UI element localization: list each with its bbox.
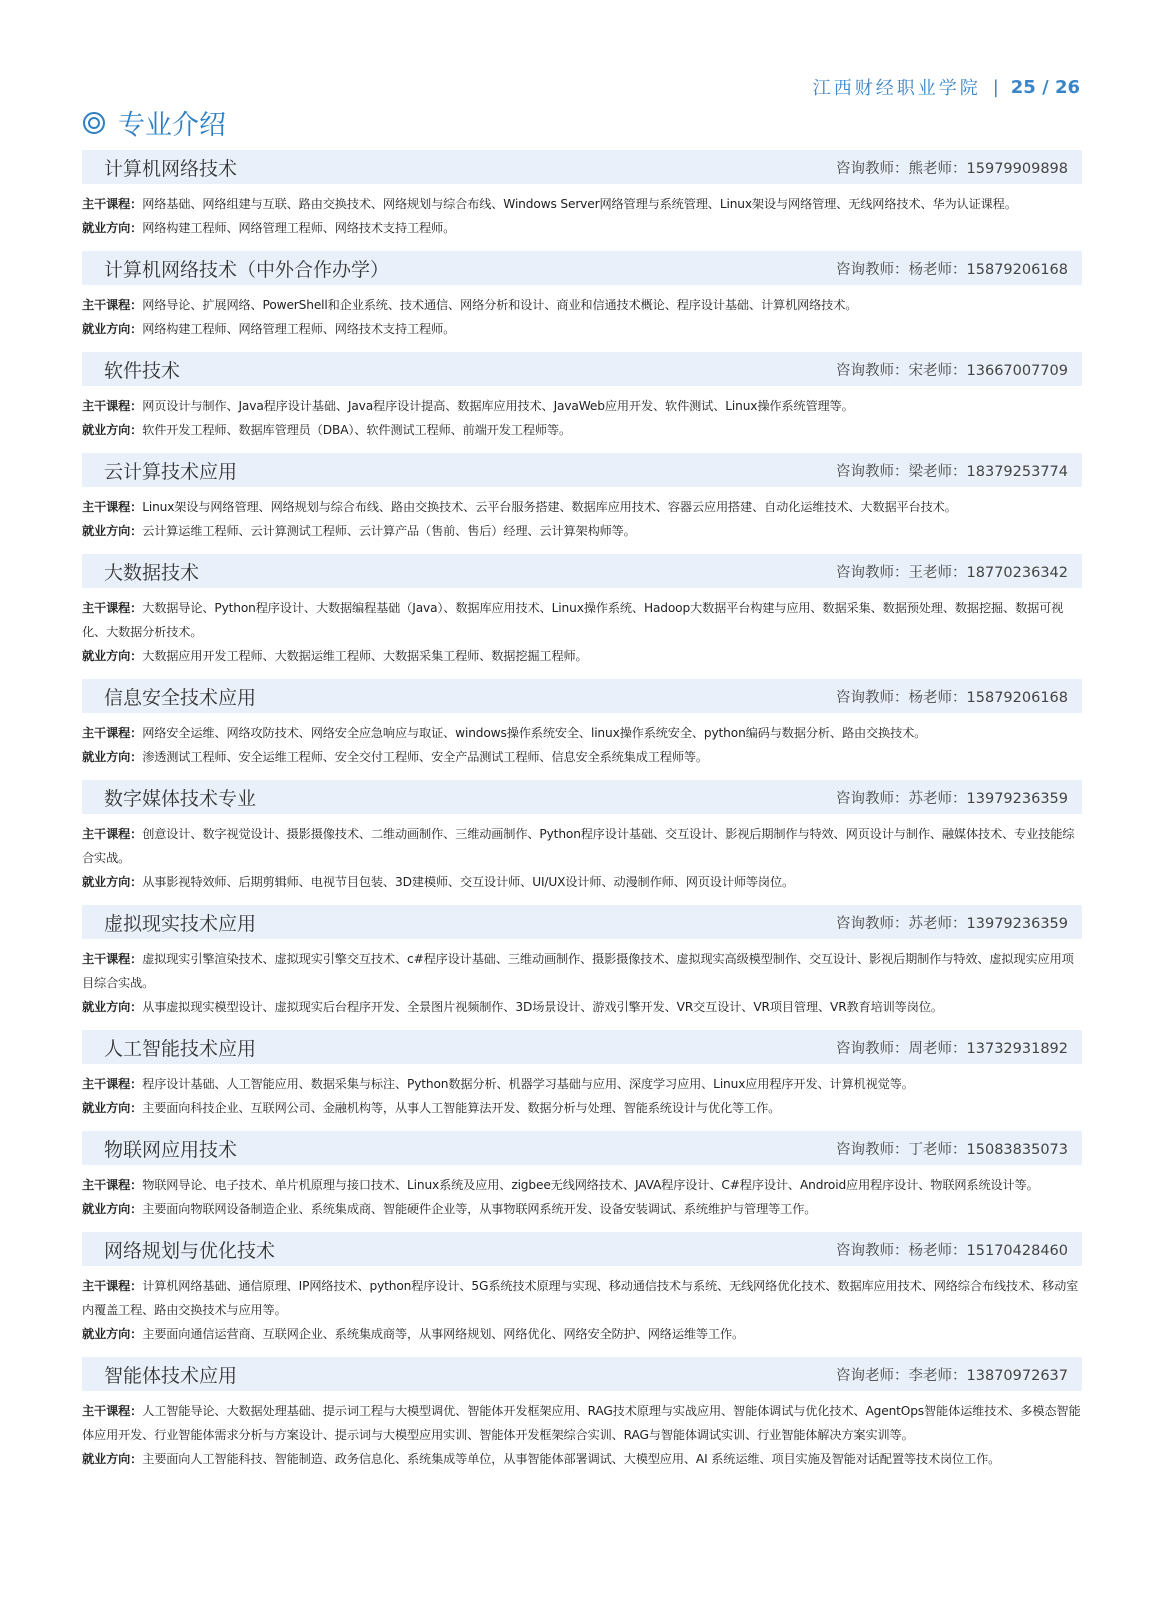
courses-text: 物联网导论、电子技术、单片机原理与接口技术、Linux系统及应用、zigbee无线网络技术、JAVA程序设计、C#程序设计、Android应用程序设计、物联网系统设计等。	[142, 1178, 1039, 1192]
major-header-bar	[82, 1232, 1082, 1266]
courses-text: 虚拟现实引擎渲染技术、虚拟现实引擎交互技术、c#程序设计基础、三维动画制作、摄影摄像技术、虚拟现实高级模型制作、交互设计、影视后期制作与特效、虚拟现实应用项目综合实战。	[82, 952, 1074, 990]
courses-text: 网页设计与制作、Java程序设计基础、Java程序设计提高、数据库应用技术、JavaWeb应用开发、软件测试、Linux操作系统管理等。	[142, 399, 854, 413]
careers-text: 主要面向物联网设备制造企业、系统集成商、智能硬件企业等，从事物联网系统开发、设备安装调试、系统维护与管理等工作。	[142, 1202, 817, 1216]
courses-line	[82, 822, 1082, 870]
major-name: 信息安全技术应用	[104, 686, 257, 709]
careers-line	[82, 418, 1082, 442]
major-name: 虚拟现实技术应用	[104, 912, 257, 935]
major-header-bar	[82, 1131, 1082, 1165]
careers-label: 就业方向：	[82, 1000, 143, 1014]
major-block	[82, 251, 1082, 341]
major-name: 云计算技术应用	[104, 460, 238, 483]
courses-label: 主干课程：	[82, 1077, 143, 1091]
major-block	[82, 1357, 1082, 1471]
major-contact: 咨询教师：苏老师：13979236359	[836, 790, 1068, 807]
major-name: 网络规划与优化技术	[104, 1239, 276, 1262]
careers-text: 主要面向人工智能科技、智能制造、政务信息化、系统集成等单位，从事智能体部署调试、大模型应用、AI 系统运维、项目实施及智能对话配置等技术岗位工作。	[142, 1452, 1001, 1466]
courses-line	[82, 1173, 1082, 1197]
careers-text: 网络构建工程师、网络管理工程师、网络技术支持工程师。	[142, 322, 456, 336]
courses-text: Linux架设与网络管理、网络规划与综合布线、路由交换技术、云平台服务搭建、数据库应用技术、容器云应用搭建、自动化运维技术、大数据平台技术。	[142, 500, 957, 514]
courses-label: 主干课程：	[82, 399, 143, 413]
careers-line	[82, 317, 1082, 341]
courses-line	[82, 394, 1082, 418]
major-header-bar	[82, 905, 1082, 939]
major-block	[82, 1030, 1082, 1120]
school-name: 江西财经职业学院	[812, 78, 981, 99]
major-contact: 咨询教师：杨老师：15170428460	[836, 1242, 1068, 1259]
major-block	[82, 679, 1082, 769]
careers-text: 网络构建工程师、网络管理工程师、网络技术支持工程师。	[142, 221, 456, 235]
major-contact: 咨询教师：苏老师：13979236359	[836, 915, 1068, 932]
major-block	[82, 905, 1082, 1019]
careers-text: 主要面向通信运营商、互联网企业、系统集成商等，从事网络规划、网络优化、网络安全防护、网络运维等工作。	[142, 1327, 745, 1341]
courses-line	[82, 293, 1082, 317]
major-block	[82, 352, 1082, 442]
courses-line	[82, 1274, 1082, 1322]
careers-text: 大数据应用开发工程师、大数据运维工程师、大数据采集工程师、数据挖掘工程师。	[142, 649, 588, 663]
major-contact: 咨询老师：李老师：13870972637	[836, 1367, 1068, 1384]
courses-line	[82, 1072, 1082, 1096]
courses-label: 主干课程：	[82, 197, 143, 211]
major-contact: 咨询教师：宋老师：13667007709	[836, 362, 1068, 379]
courses-line	[82, 596, 1082, 644]
courses-label: 主干课程：	[82, 500, 143, 514]
careers-text: 软件开发工程师、数据库管理员（DBA）、软件测试工程师、前端开发工程师等。	[142, 423, 571, 437]
major-contact: 咨询教师：王老师：18770236342	[836, 564, 1068, 581]
careers-label: 就业方向：	[82, 875, 143, 889]
major-block	[82, 1232, 1082, 1346]
courses-label: 主干课程：	[82, 1178, 143, 1192]
major-contact: 咨询教师：丁老师：15083835073	[836, 1141, 1068, 1158]
careers-line	[82, 745, 1082, 769]
major-name: 智能体技术应用	[104, 1364, 238, 1387]
major-contact: 咨询教师：梁老师：18379253774	[836, 463, 1068, 480]
major-name: 软件技术	[104, 359, 181, 382]
major-list	[82, 150, 1082, 1482]
careers-text: 从事影视特效师、后期剪辑师、电视节目包装、3D建模师、交互设计师、UI/UX设计师、动漫制作师、网页设计师等岗位。	[142, 875, 795, 889]
courses-text: 计算机网络基础、通信原理、IP网络技术、python程序设计、5G系统技术原理与实现、移动通信技术与系统、无线网络优化技术、数据库应用技术、网络综合布线技术、移动室内覆盖工程、路由交换技术与应用等。	[82, 1279, 1079, 1317]
target-icon	[82, 111, 106, 135]
page-number: 25 / 26	[1010, 76, 1080, 98]
page-header	[813, 74, 1080, 100]
courses-label: 主干课程：	[82, 952, 143, 966]
careers-line	[82, 995, 1082, 1019]
courses-label: 主干课程：	[82, 1279, 143, 1293]
courses-label: 主干课程：	[82, 827, 143, 841]
major-name: 人工智能技术应用	[104, 1037, 257, 1060]
courses-text: 网络导论、扩展网络、PowerShell和企业系统、技术通信、网络分析和设计、商业和信通技术概论、程序设计基础、计算机网络技术。	[142, 298, 858, 312]
careers-line	[82, 644, 1082, 668]
careers-label: 就业方向：	[82, 1101, 143, 1115]
courses-line	[82, 495, 1082, 519]
courses-label: 主干课程：	[82, 726, 143, 740]
careers-label: 就业方向：	[82, 221, 143, 235]
major-block	[82, 780, 1082, 894]
major-header-bar	[82, 1030, 1082, 1064]
courses-line	[82, 947, 1082, 995]
major-name: 物联网应用技术	[104, 1138, 238, 1161]
major-block	[82, 1131, 1082, 1221]
header-separator: |	[992, 76, 999, 98]
careers-text: 主要面向科技企业、互联网公司、金融机构等，从事人工智能算法开发、数据分析与处理、智能系统设计与优化等工作。	[142, 1101, 781, 1115]
section-title	[82, 103, 226, 142]
careers-line	[82, 519, 1082, 543]
major-header-bar	[82, 679, 1082, 713]
major-header-bar	[82, 554, 1082, 588]
careers-line	[82, 870, 1082, 894]
careers-line	[82, 216, 1082, 240]
courses-text: 网络基础、网络组建与互联、路由交换技术、网络规划与综合布线、Windows Server网络管理与系统管理、Linux架设与网络管理、无线网络技术、华为认证课程。	[142, 197, 1017, 211]
courses-text: 程序设计基础、人工智能应用、数据采集与标注、Python数据分析、机器学习基础与应用、深度学习应用、Linux应用程序开发、计算机视觉等。	[142, 1077, 914, 1091]
major-contact: 咨询教师：周老师：13732931892	[836, 1040, 1068, 1057]
courses-line	[82, 721, 1082, 745]
courses-label: 主干课程：	[82, 601, 143, 615]
careers-line	[82, 1447, 1082, 1471]
major-header-bar	[82, 780, 1082, 814]
major-contact: 咨询教师：杨老师：15879206168	[836, 689, 1068, 706]
careers-text: 渗透测试工程师、安全运维工程师、安全交付工程师、安全产品测试工程师、信息安全系统集成工程师等。	[142, 750, 708, 764]
major-block	[82, 453, 1082, 543]
courses-text: 大数据导论、Python程序设计、大数据编程基础（Java）、数据库应用技术、Linux操作系统、Hadoop大数据平台构建与应用、数据采集、数据预处理、数据挖掘、数据可视化、大数据分析技术。	[82, 601, 1064, 639]
major-header-bar	[82, 352, 1082, 386]
major-name: 计算机网络技术（中外合作办学）	[104, 258, 390, 281]
major-header-bar	[82, 251, 1082, 285]
major-name: 计算机网络技术	[104, 157, 238, 180]
courses-line	[82, 1399, 1082, 1447]
major-contact: 咨询教师：杨老师：15879206168	[836, 261, 1068, 278]
courses-label: 主干课程：	[82, 298, 143, 312]
major-contact: 咨询教师：熊老师：15979909898	[836, 160, 1068, 177]
careers-text: 从事虚拟现实模型设计、虚拟现实后台程序开发、全景图片视频制作、3D场景设计、游戏引擎开发、VR交互设计、VR项目管理、VR教育培训等岗位。	[142, 1000, 943, 1014]
major-block	[82, 554, 1082, 668]
careers-label: 就业方向：	[82, 750, 143, 764]
careers-label: 就业方向：	[82, 1327, 143, 1341]
courses-text: 创意设计、数字视觉设计、摄影摄像技术、二维动画制作、三维动画制作、Python程序设计基础、交互设计、影视后期制作与特效、网页设计与制作、融媒体技术、专业技能综合实战。	[82, 827, 1075, 865]
careers-label: 就业方向：	[82, 1452, 143, 1466]
courses-text: 网络安全运维、网络攻防技术、网络安全应急响应与取证、windows操作系统安全、linux操作系统安全、python编码与数据分析、路由交换技术。	[142, 726, 927, 740]
careers-line	[82, 1197, 1082, 1221]
major-header-bar	[82, 1357, 1082, 1391]
careers-label: 就业方向：	[82, 322, 143, 336]
major-header-bar	[82, 150, 1082, 184]
courses-text: 人工智能导论、大数据处理基础、提示词工程与大模型调优、智能体开发框架应用、RAG技术原理与实战应用、智能体调试与优化技术、AgentOps智能体运维技术、多模态智能体应用开发、行业智能体需求分析与方案设计、提示词与大模型应用实训、智能体开发框架综合实训、RAG与智能体调试实训、行业智能体解决方案实训等。	[82, 1404, 1081, 1442]
section-title-text: 专业介绍	[118, 110, 226, 141]
major-name: 数字媒体技术专业	[104, 787, 257, 810]
major-header-bar	[82, 453, 1082, 487]
careers-label: 就业方向：	[82, 423, 143, 437]
careers-label: 就业方向：	[82, 1202, 143, 1216]
careers-line	[82, 1096, 1082, 1120]
careers-line	[82, 1322, 1082, 1346]
courses-line	[82, 192, 1082, 216]
major-block	[82, 150, 1082, 240]
courses-label: 主干课程：	[82, 1404, 143, 1418]
careers-label: 就业方向：	[82, 524, 143, 538]
careers-text: 云计算运维工程师、云计算测试工程师、云计算产品（售前、售后）经理、云计算架构师等。	[142, 524, 636, 538]
major-name: 大数据技术	[104, 561, 200, 584]
careers-label: 就业方向：	[82, 649, 143, 663]
